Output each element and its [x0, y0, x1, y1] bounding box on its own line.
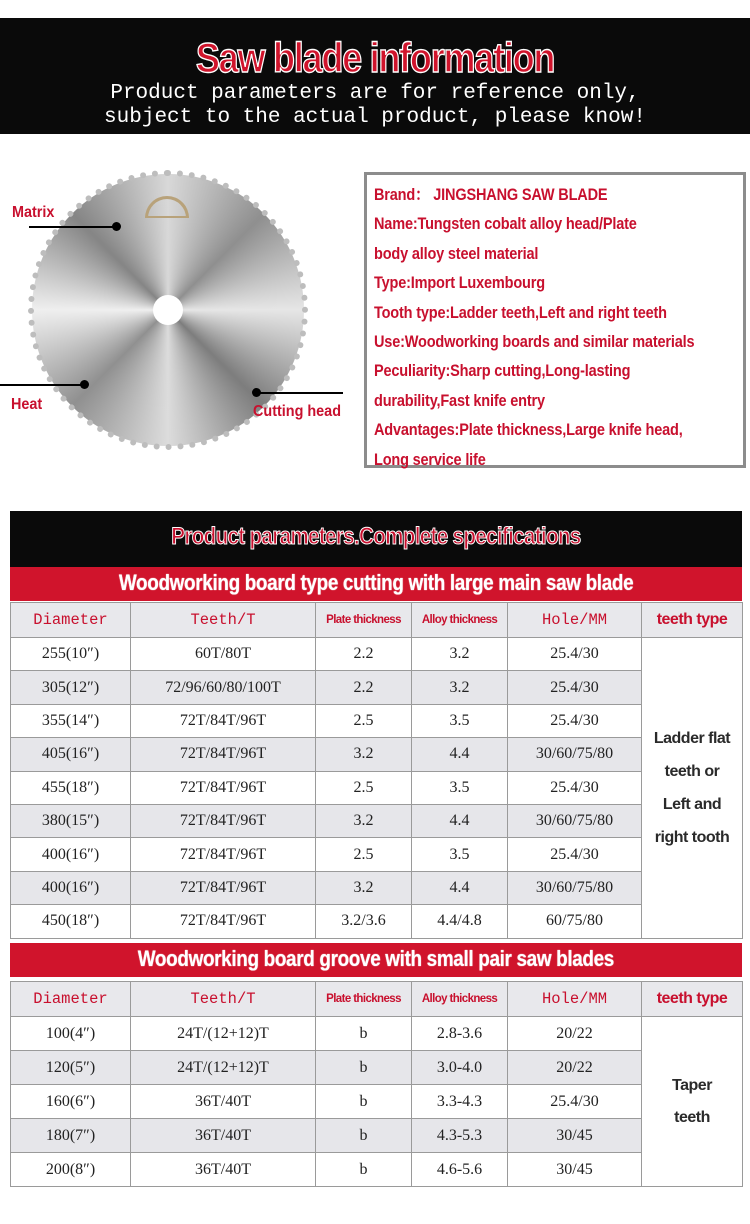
- cell-alloy: 4.4: [412, 871, 508, 904]
- info-name: Name:Tungsten cobalt alloy head/Plate: [374, 215, 637, 234]
- cell-alloy: 4.3-5.3: [412, 1119, 508, 1153]
- callout-cutting-head: Cutting head: [253, 403, 341, 420]
- params-header-title: Product parameters.Complete specifications: [171, 523, 581, 550]
- col-teeth: Teeth/T: [131, 603, 316, 638]
- cell-alloy: 3.2: [412, 671, 508, 704]
- info-advantages: Advantages:Plate thickness,Large knife head,: [374, 421, 683, 440]
- callout-matrix: Matrix: [12, 204, 55, 221]
- cell-teeth: 72T/84T/96T: [131, 704, 316, 737]
- col-teeth: Teeth/T: [131, 982, 316, 1017]
- cell-hole: 30/60/75/80: [508, 738, 642, 771]
- callout-line-cutting-head: [257, 392, 343, 394]
- cell-diameter: 100(4″): [11, 1017, 131, 1051]
- cell-hole: 60/75/80: [508, 905, 642, 938]
- table-row: [11, 804, 743, 837]
- table-header-row: [11, 982, 743, 1017]
- info-tooth-type: Tooth type:Ladder teeth,Left and right teeth: [374, 303, 667, 322]
- table-row: [11, 1119, 743, 1153]
- cell-hole: 20/22: [508, 1017, 642, 1051]
- section1-title: Woodworking board type cutting with large main saw blade: [118, 570, 634, 595]
- cell-teeth: 72T/84T/96T: [131, 738, 316, 771]
- cell-teeth-type: [642, 1017, 743, 1187]
- table-row: [11, 1017, 743, 1051]
- cell-plate: 3.2: [316, 871, 412, 904]
- col-plate-thickness: Plate thickness: [316, 603, 412, 638]
- spec-table-small-blades: [10, 981, 743, 1187]
- cell-teeth: 60T/80T: [131, 638, 316, 671]
- cell-diameter: 355(14″): [11, 704, 131, 737]
- table-row: [11, 1153, 743, 1187]
- cell-diameter: 120(5″): [11, 1051, 131, 1085]
- table-row: [11, 671, 743, 704]
- spec-table-large-blades: [10, 602, 743, 939]
- info-peculiarity: Peculiarity:Sharp cutting,Long-lasting: [374, 362, 631, 381]
- col-hole: Hole/MM: [508, 603, 642, 638]
- info-banner: [0, 18, 750, 134]
- cell-diameter: 450(18″): [11, 905, 131, 938]
- cell-teeth: 36T/40T: [131, 1119, 316, 1153]
- cell-teeth: 72T/84T/96T: [131, 771, 316, 804]
- cell-plate: b: [316, 1085, 412, 1119]
- teeth-type-line: teeth: [674, 1108, 710, 1126]
- cell-diameter: 400(16″): [11, 838, 131, 871]
- cell-diameter: 380(15″): [11, 804, 131, 837]
- cell-hole: 25.4/30: [508, 1085, 642, 1119]
- cell-hole: 25.4/30: [508, 771, 642, 804]
- cell-diameter: 200(8″): [11, 1153, 131, 1187]
- cell-plate: 2.2: [316, 638, 412, 671]
- cell-teeth: 72T/84T/96T: [131, 905, 316, 938]
- cell-alloy: 4.4: [412, 738, 508, 771]
- banner-subtitle-line2: subject to the actual product, please know!: [104, 106, 646, 129]
- cell-diameter: 255(10″): [11, 638, 131, 671]
- cell-teeth: 72T/84T/96T: [131, 804, 316, 837]
- info-brand: Brand： JINGSHANG SAW BLADE: [374, 186, 608, 204]
- info-peculiarity-cont: durability,Fast knife entry: [374, 391, 545, 410]
- table-row: [11, 771, 743, 804]
- col-diameter: Diameter: [11, 603, 131, 638]
- table-row: [11, 838, 743, 871]
- table-row: [11, 704, 743, 737]
- blade-diagram: [0, 170, 362, 470]
- col-plate-thickness: Plate thickness: [316, 982, 412, 1017]
- cell-hole: 25.4/30: [508, 704, 642, 737]
- col-alloy-thickness: Alloy thickness: [412, 603, 508, 638]
- section2-title-bar: [10, 943, 742, 977]
- brand-logo-icon: [145, 196, 189, 218]
- cell-alloy: 4.4: [412, 804, 508, 837]
- cell-teeth: 36T/40T: [131, 1153, 316, 1187]
- cell-alloy: 4.6-5.6: [412, 1153, 508, 1187]
- cell-hole: 30/60/75/80: [508, 804, 642, 837]
- cell-diameter: 160(6″): [11, 1085, 131, 1119]
- col-teeth-type: teeth type: [642, 603, 743, 638]
- col-teeth-type: teeth type: [642, 982, 743, 1017]
- callout-dot-heat: [80, 380, 89, 389]
- col-hole: Hole/MM: [508, 982, 642, 1017]
- cell-plate: 3.2: [316, 804, 412, 837]
- params-header: [10, 511, 742, 567]
- teeth-type-line: teeth or: [664, 762, 720, 780]
- info-name-cont: body alloy steel material: [374, 244, 539, 263]
- cell-plate: b: [316, 1153, 412, 1187]
- cell-hole: 30/45: [508, 1119, 642, 1153]
- cell-hole: 25.4/30: [508, 838, 642, 871]
- teeth-type-line: Taper: [672, 1076, 712, 1094]
- cell-plate: b: [316, 1017, 412, 1051]
- product-info-box: [364, 172, 746, 468]
- cell-plate: 3.2/3.6: [316, 905, 412, 938]
- table-row: [11, 905, 743, 938]
- cell-plate: 2.5: [316, 838, 412, 871]
- table-row: [11, 1085, 743, 1119]
- col-diameter: Diameter: [11, 982, 131, 1017]
- cell-teeth: 72T/84T/96T: [131, 838, 316, 871]
- cell-alloy: 3.5: [412, 704, 508, 737]
- cell-diameter: 455(18″): [11, 771, 131, 804]
- cell-alloy: 3.3-4.3: [412, 1085, 508, 1119]
- section2-title: Woodworking board groove with small pair saw blades: [137, 946, 615, 971]
- callout-line-heat: [0, 384, 84, 386]
- teeth-type-line: Ladder flat: [653, 729, 731, 747]
- teeth-type-line: Left and: [662, 795, 722, 813]
- section1-title-bar: [10, 567, 742, 601]
- teeth-type-line: right tooth: [654, 828, 730, 846]
- cell-plate: 2.5: [316, 771, 412, 804]
- cell-alloy: 4.4/4.8: [412, 905, 508, 938]
- cell-alloy: 3.5: [412, 838, 508, 871]
- cell-teeth: 72/96/60/80/100T: [131, 671, 316, 704]
- cell-teeth: 24T/(12+12)T: [131, 1017, 316, 1051]
- callout-heat: Heat: [11, 396, 43, 413]
- cell-hole: 25.4/30: [508, 671, 642, 704]
- callout-line-matrix: [29, 226, 117, 228]
- callout-dot-matrix: [112, 222, 121, 231]
- cell-hole: 25.4/30: [508, 638, 642, 671]
- cell-alloy: 3.5: [412, 771, 508, 804]
- cell-teeth: 24T/(12+12)T: [131, 1051, 316, 1085]
- col-alloy-thickness: Alloy thickness: [412, 982, 508, 1017]
- cell-diameter: 305(12″): [11, 671, 131, 704]
- cell-hole: 30/60/75/80: [508, 871, 642, 904]
- cell-alloy: 3.0-4.0: [412, 1051, 508, 1085]
- cell-alloy: 2.8-3.6: [412, 1017, 508, 1051]
- cell-diameter: 405(16″): [11, 738, 131, 771]
- banner-title: Saw blade information: [195, 34, 555, 81]
- table-row: [11, 1051, 743, 1085]
- table-row: [11, 738, 743, 771]
- info-advantages-cont: Long service life: [374, 450, 486, 469]
- cell-diameter: 400(16″): [11, 871, 131, 904]
- cell-plate: 2.5: [316, 704, 412, 737]
- cell-hole: 20/22: [508, 1051, 642, 1085]
- cell-plate: 2.2: [316, 671, 412, 704]
- cell-plate: b: [316, 1051, 412, 1085]
- cell-teeth: 36T/40T: [131, 1085, 316, 1119]
- arbor-hole: [153, 295, 183, 325]
- cell-alloy: 3.2: [412, 638, 508, 671]
- cell-plate: b: [316, 1119, 412, 1153]
- table-row: [11, 871, 743, 904]
- info-use: Use:Woodworking boards and similar materials: [374, 333, 695, 352]
- cell-teeth: 72T/84T/96T: [131, 871, 316, 904]
- cell-teeth-type: [642, 638, 743, 939]
- cell-diameter: 180(7″): [11, 1119, 131, 1153]
- table-header-row: [11, 603, 743, 638]
- cell-hole: 30/45: [508, 1153, 642, 1187]
- banner-subtitle-line1: Product parameters are for reference only,: [110, 82, 640, 105]
- info-type: Type:Import Luxembourg: [374, 274, 545, 293]
- cell-plate: 3.2: [316, 738, 412, 771]
- table-row: [11, 638, 743, 671]
- callout-dot-cutting-head: [252, 388, 261, 397]
